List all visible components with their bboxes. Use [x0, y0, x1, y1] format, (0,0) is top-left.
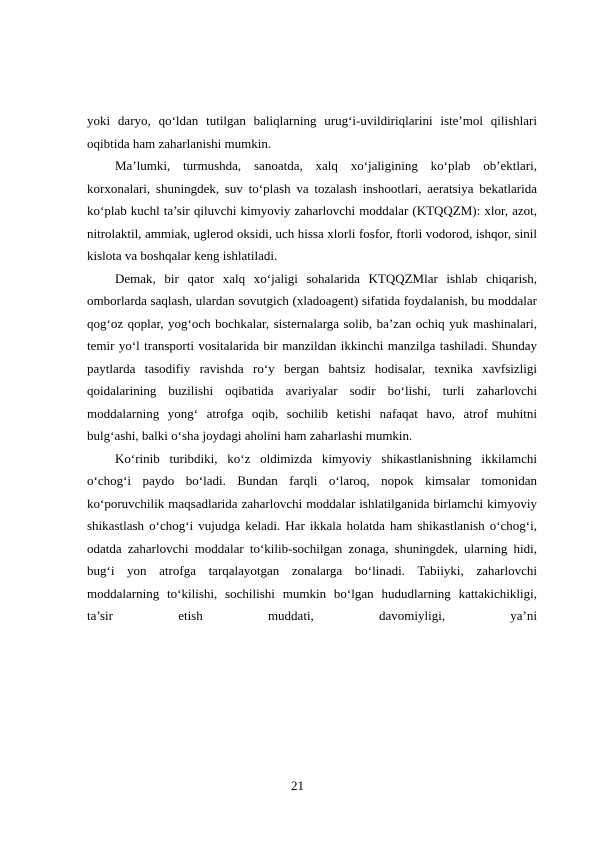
page-body — [87, 110, 537, 628]
paragraph-continuation: yoki daryo, qo‘ldan tutilgan baliqlarning urug‘i-uvildiriqlarini iste’mol qilishlari oqibtida ham zaharlanishi mumkin. — [87, 113, 537, 151]
paragraph-transport-accidents: Demak, bir qator xalq xo‘jaligi sohalarida KTQQZMlar ishlab chiqarish, omborlarda saqlash, ulardan sovutgich (xladoagent) sifatida foydalanish, bu moddalar qog‘oz qoplar, yog‘och bochkalar, sisternalarga solib, ba’zan ochiq yuk mashinalari, temir yo‘l transporti vositalarida bir manzildan ikkinchi manzilga tashiladi. Shunday paytlarda tasodifiy ravishda ro‘y bergan bahtsiz hodisalar, texnika xavfsizligi qoidalarining buzilishi oqibatida avariyalar sodir bo‘lishi, turli zaharlovchi moddalarning yong‘ atrofga oqib, sochilib ketishi nafaqat havo, atrof muhitni bulg‘ashi, balki o‘sha joydagi aholini ham zaharlashi mumkin. — [87, 270, 537, 443]
page-number: 21 — [291, 778, 304, 793]
paragraph-contamination-zones: Ko‘rinib turibdiki, ko‘z oldimizda kimyoviy shikastlanishning ikkilamchi o‘chog‘i paydo bo‘ladi. Bundan farqli o‘laroq, nopok kimsalar tomonidan ko‘poruvchilik maqsadlarida zaharlovchi moddalar ishlatilganida birlamchi kimyoviy shikastlash o‘chog‘i vujudga keladi. Har ikkala holatda ham shikastlanish o‘chog‘i, odatda zaharlovchi moddalar to‘kilib-sochilgan zonaga, shuningdek, ularning hidi, bug‘i yon atrofga tarqalayotgan zonalarga bo‘linadi. Tabiiyki, zaharlovchi moddalarning to‘kilishi, sochilishi mumkin bo‘lgan hududlarning kattakichikligi, ta’sir etish muddati, davomiyligi, ya’ni — [87, 450, 537, 623]
paragraph-chemicals-list: Ma’lumki, turmushda, sanoatda, xalq xo‘jaligining ko‘plab ob’ektlari, korxonalari, shuningdek, suv to‘plash va tozalash inshootlari, aeratsiya bekatlarida ko‘plab kuchl ta’sir qiluvchi kimyoviy zaharlovchi moddalar (KTQQZM): xlor, azot, nitrolaktil, ammiak, uglerod oksidi, uch hissa xlorli fosfor, ftorli vodorod, ishqor, sinil kislota va boshqalar keng ishlatiladi. — [87, 158, 537, 263]
